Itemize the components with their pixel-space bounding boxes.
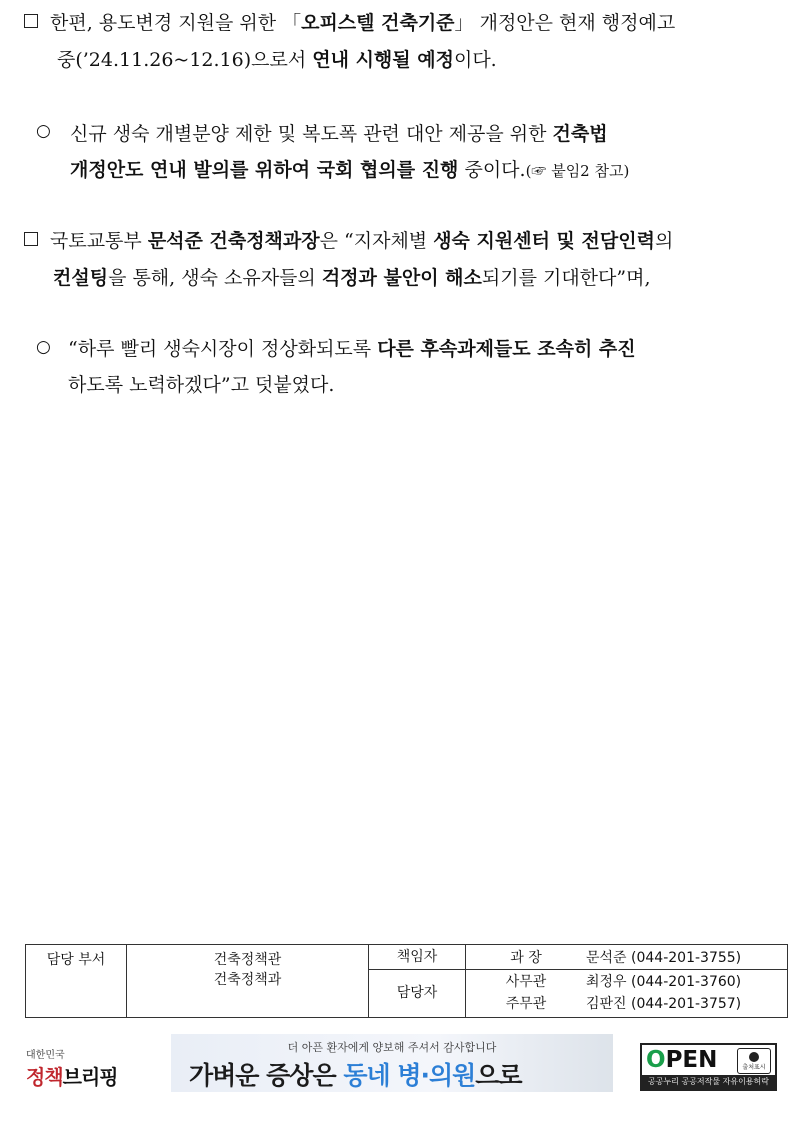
p2-line2: 개정안도 연내 발의를 위하여 국회 협의를 진행 중이다.(☞ 붙임2 참고) [70,159,630,181]
square-bullet-icon [24,14,38,28]
p4-line1: “하루 빨리 생숙시장이 정상화되도록 다른 후속과제들도 조속히 추진 [68,338,636,360]
responsible-label: 책임자 [369,945,465,970]
p2-line1: 신규 생숙 개별분양 제한 및 복도폭 관련 대안 제공을 위한 건축법 [70,123,608,145]
person-row: 과 장 문석준 (044-201-3755) [466,945,787,970]
policy-briefing-logo[interactable]: 대한민국 정책브리핑 [26,1050,118,1089]
dept-label-cell: 담당 부서 [26,945,127,1018]
p1-line2: 중(’24.11.26~12.16)으로서 연내 시행될 예정이다. [57,49,497,71]
dept-line-1: 건축정책관 [213,952,282,968]
p3-line2: 컨설팅을 통해, 생숙 소유자들의 걱정과 불안이 해소되기를 기대한다”며, [53,267,651,289]
p1-line1: 한편, 용도변경 지원을 위한 「오피스텔 건축기준」 개정안은 현재 행정예고 [50,12,676,34]
p4-line2: 하도록 노력하겠다”고 덧붙였다. [68,374,335,396]
staff-label: 담당자 [396,985,438,1001]
square-bullet-icon [24,232,38,246]
campaign-banner[interactable]: 더 아픈 환자에게 양보해 주셔서 감사합니다 가벼운 증상은 동네 병·의원으로 [171,1034,613,1092]
contact-table [25,944,788,1018]
person-row: 주무관 김판진 (044-201-3757) [505,996,742,1012]
role-label-cell [369,945,466,1018]
circle-bullet-icon: ○ [36,121,51,141]
attribution-icon: 출처표시 [737,1048,771,1074]
circle-bullet-icon: ○ [36,337,51,357]
dept-name-cell [127,945,369,1018]
people-cell [466,945,788,1018]
dept-line-2: 건축정책과 [213,972,282,988]
p3-line1: 국토교통부 문석준 건축정책과장은 “지자체별 생숙 지원센터 및 전담인력의 [50,230,674,252]
open-license-badge[interactable]: OPEN 출처표시 공공누리 공공저작물 자유이용허락 [640,1043,777,1091]
person-row: 사무관 최정우 (044-201-3760) [505,974,742,990]
